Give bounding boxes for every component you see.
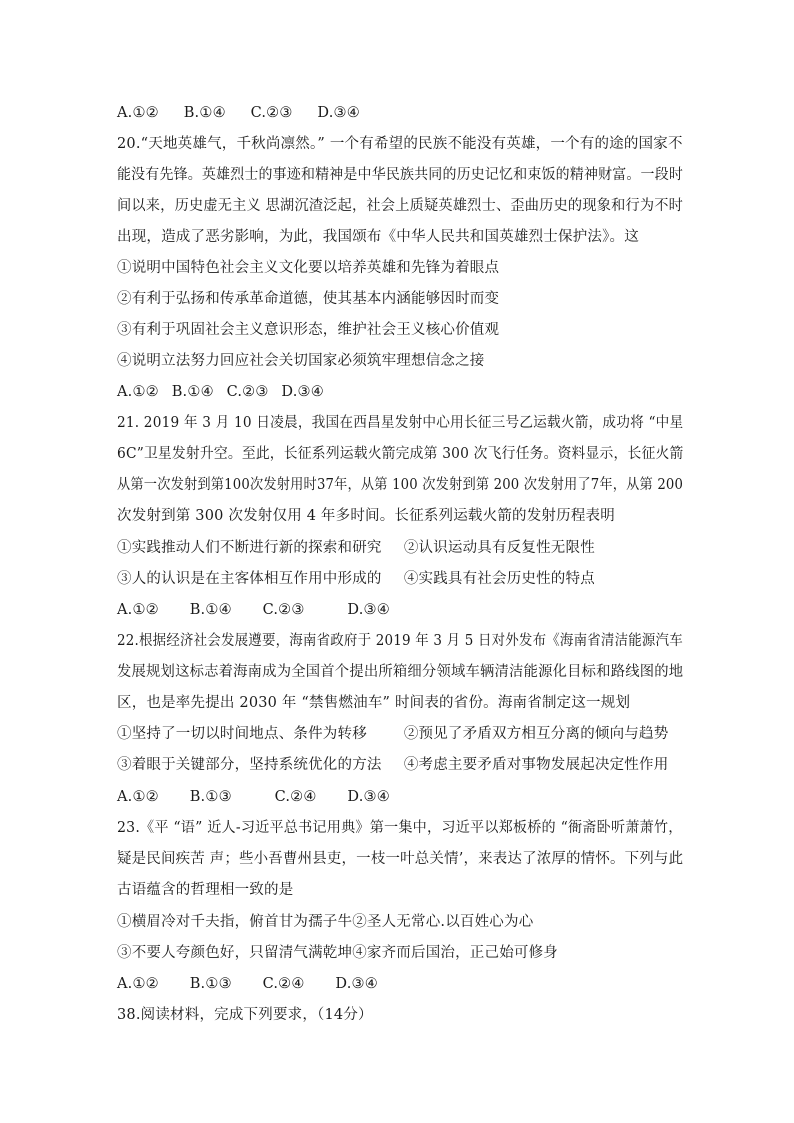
q20-item: ②有利于弘扬和传承革命道德，使其基本内涵能够因时而变 bbox=[117, 291, 500, 307]
option-d: D.③④ bbox=[281, 384, 324, 400]
option-b: B.①④ bbox=[171, 384, 214, 400]
q21-options bbox=[117, 600, 390, 620]
option-b: B.①④ bbox=[183, 105, 226, 121]
q21-stem-line: 21. 2019 年 3 月 10 日凌晨，我国在西昌星发射中心用长征三号乙运载火箭，成功将 “中星 bbox=[117, 415, 684, 431]
q23-item: ③不要人夸颜色好，只留清气满乾坤④家齐而后国治，正己始可修身 bbox=[117, 945, 558, 961]
q22-items-row bbox=[117, 755, 668, 775]
option-a: A.①② bbox=[117, 105, 159, 121]
q20-item: ③有利于巩固社会主义意识形态，维护社会王义核心价值观 bbox=[117, 322, 500, 338]
q20-stem-line: 能没有先锋。英雄烈士的事迹和精神是中华民族共同的历史记忆和束饭的精神财富。一段时 bbox=[117, 167, 684, 183]
q22-items-row bbox=[117, 724, 668, 744]
q21-item: ②认识运动具有反复性无限性 bbox=[403, 540, 595, 556]
q21-item: ③人的认识是在主客体相互作用中形成的 bbox=[117, 571, 382, 587]
option-a: A.①② bbox=[117, 976, 159, 992]
q22-stem-line: 区，也是率先提出 2030 年 “禁售燃油车” 时间表的省份。海南省制定这一规划 bbox=[117, 695, 631, 711]
option-a: A.①② bbox=[117, 789, 159, 805]
option-d: D.③④ bbox=[335, 976, 378, 992]
option-d: D.③④ bbox=[347, 789, 390, 805]
q20-item: ④说明立法努力回应社会关切国家必须筑牢理想信念之接 bbox=[117, 353, 485, 369]
q22-stem-line: 发展规划这标志着海南成为全国首个提出所箱细分领域车辆清洁能源化目标和路线图的地 bbox=[117, 664, 684, 680]
q22-item: ④考虑主要矛盾对事物发展起决定性作用 bbox=[403, 757, 669, 773]
q22-item: ①坚持了一切以时间地点、条件为转移 bbox=[117, 726, 367, 742]
q22-options bbox=[117, 787, 390, 807]
option-a: A.①② bbox=[117, 384, 159, 400]
option-c: C.②③ bbox=[226, 384, 269, 400]
q23-stem-line: 古语蕴含的哲理相一致的是 bbox=[117, 882, 294, 898]
q21-items-row bbox=[117, 569, 595, 589]
q23-options bbox=[117, 974, 378, 994]
q21-stem-line: 从第一次发射到第100次发射用时37年，从第 100 次发射到第 200 次发射用了7年，从第 200 bbox=[117, 477, 684, 493]
q20-item: ①说明中国特色社会主义文化要以培养英雄和先锋为着眼点 bbox=[117, 260, 500, 276]
option-d: D.③④ bbox=[317, 105, 360, 121]
q20-stem-line: 间以来，历史虚无主义 思湖沉渣泛起，社会上质疑英雄烈士、歪曲历史的现象和行为不时 bbox=[117, 198, 684, 214]
option-d: D.③④ bbox=[347, 602, 390, 618]
option-c: C.②④ bbox=[274, 789, 317, 805]
option-b: B.①④ bbox=[189, 602, 232, 618]
q21-item: ①实践推动人们不断进行新的探索和研究 bbox=[117, 540, 382, 556]
q19-options bbox=[117, 103, 360, 123]
q20-options bbox=[117, 382, 324, 402]
q23-item: ①横眉冷对千夫指，俯首甘为孺子牛②圣人无常心.以百姓心为心 bbox=[117, 914, 534, 930]
q21-stem-line: 次发射到第 300 次发射仅用 4 年多时间。长征系列运载火箭的发射历程表明 bbox=[117, 508, 615, 524]
option-c: C.②④ bbox=[262, 976, 305, 992]
option-a: A.①② bbox=[117, 602, 159, 618]
q38-stem: 38.阅读材料，完成下列要求，（14分） bbox=[117, 1007, 373, 1023]
option-b: B.①③ bbox=[189, 976, 232, 992]
q22-item: ②预见了矛盾双方相互分离的倾向与趋势 bbox=[403, 726, 669, 742]
q22-item: ③着眼于关键部分，坚持系统优化的方法 bbox=[117, 757, 382, 773]
q23-stem-line: 疑是民间疾苦 声；些小吾曹州县吏，一枝一叶总关情’，来表达了浓厚的情怀。下列与此 bbox=[117, 851, 684, 867]
option-c: C.②③ bbox=[250, 105, 293, 121]
q20-stem-line: 20.“天地英雄气，千秋尚凛然。” 一个有希望的民族不能没有英雄，一个有的途的国家不 bbox=[117, 136, 683, 152]
option-c: C.②③ bbox=[262, 602, 305, 618]
q20-stem-line: 出现，造成了恶劣影响，为此，我国颂布《中华人民共和国英雄烈士保护法》。这 bbox=[117, 229, 639, 245]
q21-item: ④实践具有社会历史性的特点 bbox=[403, 571, 595, 587]
q21-items-row bbox=[117, 538, 595, 558]
q21-stem-line: 6C”卫星发射升空。至此，长征系列运载火箭完成第 300 次飞行任务。资料显示，长征火箭 bbox=[117, 446, 684, 462]
option-b: B.①③ bbox=[189, 789, 232, 805]
q23-stem-line: 23.《平 “语” 近人-习近平总书记用典》第一集中，习近平以郑板桥的 “衙斋卧听萧萧竹， bbox=[117, 820, 683, 836]
q22-stem-line: 22.根据经济社会发展遵要，海南省政府于 2019 年 3 月 5 日对外发布《海南省清洁能源汽车 bbox=[117, 633, 683, 649]
